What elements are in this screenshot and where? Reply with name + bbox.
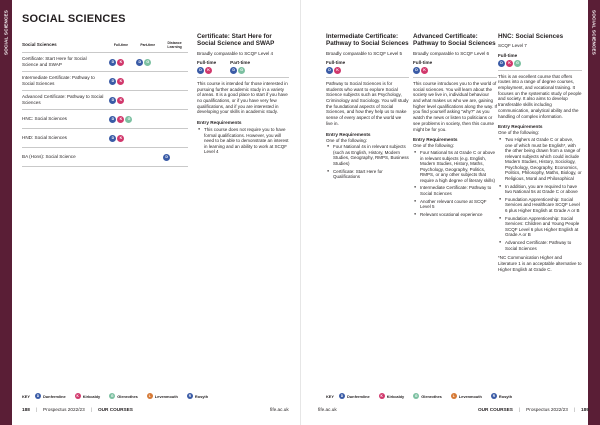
entry-requirements-list xyxy=(498,137,582,251)
list-item: ● Relevant vocational experience xyxy=(413,212,497,218)
footer-right-url xyxy=(318,407,337,412)
course-title: Certificate: Start Here for Social Science and SWAP xyxy=(197,33,275,48)
table-row xyxy=(22,148,188,167)
key-item-label: Kirkcaldy xyxy=(82,393,101,399)
key-item-rosyth xyxy=(187,393,208,399)
campus-dot: K xyxy=(117,78,124,85)
entry-requirements-intro: One of the following: xyxy=(498,130,540,136)
campus-dot: D xyxy=(109,78,116,85)
scqf-level: Broadly comparable to SCQF Level 5 xyxy=(326,50,403,56)
campus-key-left xyxy=(22,393,214,399)
course-name: Intermediate Certificate: Pathway to Social Sciences xyxy=(22,75,95,86)
section-label: OUR COURSES xyxy=(478,407,513,412)
campus-dot: K xyxy=(117,135,124,142)
side-tab-left xyxy=(0,0,12,425)
course-description: Pathway to Social Sciences is for students who want to explore Social Science subjects such as Psychology, Criminology and Sociology. You will study the foundational aspects of Social Sciences, and how they help us to make sense of every aspect of the world we live in. xyxy=(326,80,409,126)
full-time-mode xyxy=(498,53,521,67)
course-title: HNC: Social Sciences xyxy=(498,33,564,40)
study-modes xyxy=(197,60,289,74)
header-subject: Social Sciences xyxy=(22,42,57,47)
website-link[interactable]: fife.ac.uk xyxy=(270,407,289,412)
full-time-mode xyxy=(413,60,432,74)
course-intermediate-certificate xyxy=(326,33,409,182)
page-gutter xyxy=(300,0,301,425)
campus-dot: K xyxy=(380,394,383,398)
list-item: ● Four National 4s in relevant subjects (such as English, History, Modern Studies, Geography, RMPS, Business Studies) xyxy=(326,144,409,166)
key-item-kirkcaldy xyxy=(75,393,101,399)
header-part-time: Part-time xyxy=(140,42,156,47)
campus-dot: R xyxy=(188,394,192,398)
campus-dot: L xyxy=(147,393,153,399)
campus-dot: D xyxy=(109,135,116,142)
campus-dot: K xyxy=(117,97,124,104)
prospectus-label: Prospectus 2022/23 xyxy=(43,407,85,412)
page-number: 188 xyxy=(22,407,30,412)
full-time-mode xyxy=(326,60,345,74)
divider xyxy=(197,77,289,78)
mode-cell-full-time xyxy=(107,116,134,123)
key-item-dunfermline xyxy=(339,393,370,399)
campus-dot: D xyxy=(413,67,420,74)
campus-dot: K xyxy=(117,116,124,123)
key-label: KEY xyxy=(326,393,334,399)
entry-requirements-heading: Entry Requirements xyxy=(326,131,371,137)
key-item-label: Levenmouth xyxy=(458,393,482,399)
campus-dot: K xyxy=(506,60,513,67)
course-description: This course introduces you to the world of social sciences. You will learn about the society we live in, individual behaviour and what makes us who we are, gaining higher level qualifications along the way. If you find yourself asking "why?" as you watch the news or listen to politicians or see problems in society, then this course might be for you. xyxy=(413,80,497,132)
list-item: ● Foundation Apprenticeship: Social Services: Children and Young People SCQF Level 6 plus Higher English at Grade A or B xyxy=(498,216,582,238)
website-link[interactable]: fife.ac.uk xyxy=(318,407,337,412)
list-item: ● Intermediate Certificate: Pathway to Social Sciences xyxy=(413,185,497,196)
campus-dot: G xyxy=(110,394,114,398)
key-item-label: Glenrothes xyxy=(117,393,138,399)
key-item-label: Dunfermline xyxy=(43,393,66,399)
prospectus-label: Prospectus 2022/23 xyxy=(526,407,568,412)
key-item-label: Dunfermline xyxy=(347,393,370,399)
key-item-label: Levenmouth xyxy=(154,393,178,399)
footer-right: OUR COURSES | Prospectus 2022/23 | 189 xyxy=(478,407,589,412)
key-item-rosyth xyxy=(491,393,512,399)
divider xyxy=(413,77,497,78)
course-title: Intermediate Certificate: Pathway to Social Sciences xyxy=(326,33,409,48)
full-time-label: Full-time xyxy=(197,60,217,66)
entry-requirements-list xyxy=(413,150,497,218)
mode-cell-full-time xyxy=(107,59,134,66)
course-name: Advanced Certificate: Pathway to Social Sciences xyxy=(22,94,104,105)
entry-requirements-intro: One of the following: xyxy=(326,137,368,143)
key-item-label: Rosyth xyxy=(498,393,513,399)
study-modes xyxy=(498,53,582,67)
campus-dot: G xyxy=(144,59,151,66)
mode-cell-part-time xyxy=(134,59,161,66)
header-distance-learning: Distance Learning xyxy=(167,40,182,49)
campus-key-right xyxy=(326,393,518,399)
campus-dot: D xyxy=(230,67,237,74)
table-row xyxy=(22,53,188,72)
full-time-campuses xyxy=(498,60,521,67)
course-description: This course is intended for those interested in pursuing further academic study in a variety of areas. It is a good place to start if you have no qualifications, or if you have very few qualifications, and if you are interested in developing your skills in academic study. xyxy=(197,80,288,115)
list-item: ● Advanced Certificate: Pathway to Social Sciences xyxy=(498,240,582,251)
part-time-campuses xyxy=(230,67,250,74)
key-item-label: Kirkcaldy xyxy=(386,393,405,399)
campus-dot: D xyxy=(498,60,505,67)
full-time-label: Full-time xyxy=(326,60,346,66)
list-item: ● In addition, you are required to have two National 5s at Grade C or above xyxy=(498,184,582,195)
campus-dot: D xyxy=(197,67,204,74)
campus-dot: D xyxy=(326,67,333,74)
page-title: SOCIAL SCIENCES xyxy=(22,13,126,25)
course-name: HND: Social Sciences xyxy=(22,135,67,140)
mode-cell-full-time xyxy=(107,97,134,104)
course-table-body xyxy=(22,53,188,167)
list-item: ● Two Highers at Grade C or above, one of which must be English*, with the other being drawn from a range of relevant subjects which could include Modern Studies, History, Sociology, Psychology, Geography, Economics, Politics, Philosophy, Maths, Biology, or Religious, Moral and Philosophical xyxy=(498,137,582,182)
campus-dot: K xyxy=(117,59,124,66)
list-item: ● Another relevant course at SCQF Level 5 xyxy=(413,199,497,210)
entry-requirements-list xyxy=(197,127,289,155)
list-item: ● Foundation Apprenticeship: Social Services and Healthcare SCQF Level 6 plus Higher English at Grade A or B xyxy=(498,197,582,214)
part-time-label: Part-time xyxy=(230,60,251,66)
page-number: 189 xyxy=(581,407,589,412)
full-time-label: Full-time xyxy=(498,53,518,58)
mode-cell-full-time xyxy=(107,78,134,85)
campus-dot: G xyxy=(238,67,245,74)
scqf-level: Broadly comparable to SCQF Level 6 xyxy=(413,50,490,56)
footer-left-url xyxy=(270,407,289,412)
scqf-level: Broadly comparable to SCQF Level 4 xyxy=(197,50,274,56)
campus-dot: L xyxy=(451,393,457,399)
campus-dot: D xyxy=(340,394,344,398)
key-item-kirkcaldy xyxy=(379,393,405,399)
side-tab-right xyxy=(588,0,600,425)
full-time-campuses xyxy=(326,67,345,74)
study-modes xyxy=(413,60,497,74)
side-tab-label: SOCIAL SCIENCES xyxy=(591,9,597,56)
course-certificate-start-here xyxy=(197,33,289,157)
course-name: BA (Hons): Social Science xyxy=(22,154,76,159)
full-time-label: Full-time xyxy=(413,60,433,66)
key-item-label: Glenrothes xyxy=(421,393,442,399)
key-item-levenmouth xyxy=(147,393,178,399)
divider xyxy=(498,70,582,71)
entry-requirements-heading: Entry Requirements xyxy=(498,124,543,130)
list-item: ● Certificate: Start Here for Qualifications xyxy=(326,169,409,180)
key-item-glenrothes xyxy=(413,393,442,399)
table-row xyxy=(22,129,188,148)
course-table-header xyxy=(22,37,188,53)
table-row xyxy=(22,91,188,110)
section-label: OUR COURSES xyxy=(97,407,133,412)
full-time-campuses xyxy=(197,67,216,74)
part-time-mode xyxy=(230,60,250,74)
entry-requirements-heading: Entry Requirements xyxy=(197,120,242,126)
key-item-levenmouth xyxy=(451,393,482,399)
campus-dot: G xyxy=(125,116,132,123)
footnote: *NC Communication Higher and Literature 1 is an acceptable alternative to Higher English at Grade C. xyxy=(498,255,582,272)
campus-dot: G xyxy=(414,394,418,398)
footer-left: 188 | Prospectus 2022/23 | OUR COURSES xyxy=(22,407,133,412)
header-full-time: Full-time xyxy=(113,42,128,47)
campus-dot: D xyxy=(136,59,143,66)
list-item: ● This course does not require you to have formal qualifications. However, you will need to be able to demonstrate an interest in learning and an ability to work at SCQF Level 4 xyxy=(197,127,289,155)
course-hnc-social-sciences xyxy=(498,33,582,272)
campus-dot: R xyxy=(492,394,496,398)
campus-dot: D xyxy=(36,394,40,398)
course-title: Advanced Certificate: Pathway to Social Sciences xyxy=(413,33,496,48)
side-tab-label: SOCIAL SCIENCES xyxy=(3,9,9,56)
campus-dot: D xyxy=(109,59,116,66)
study-modes xyxy=(326,60,409,74)
key-item-dunfermline xyxy=(35,393,66,399)
course-name: HNC: Social Sciences xyxy=(22,116,67,121)
campus-dot: K xyxy=(205,67,212,74)
course-name: Certificate: Start Here for Social Science and SWAP xyxy=(22,56,87,67)
entry-requirements-list xyxy=(326,144,409,180)
mode-cell-distance xyxy=(161,154,188,161)
key-item-glenrothes xyxy=(109,393,138,399)
full-time-campuses xyxy=(413,67,432,74)
course-table xyxy=(22,37,188,167)
list-item: ● Four National 5s at Grade C or above in relevant subjects (e.g. English, Modern Studies, History, Maths, Psychology, Geography, Politics, RMPS, or any other subjects that require a high degree of literary skills) xyxy=(413,150,497,184)
key-item-label: Rosyth xyxy=(194,393,209,399)
course-description: This is an excellent course that offers routes into a range of degree courses, employment, and vocational training. It focuses on the systematic study of people and society. It also aims to develop transferable skills including communication, analytical ability and the handling of complex information. xyxy=(498,73,582,119)
scqf-level: SCQF Level 7 xyxy=(498,43,527,49)
table-row xyxy=(22,72,188,91)
entry-requirements-intro: One of the following: xyxy=(413,143,455,149)
campus-dot: D xyxy=(109,116,116,123)
mode-cell-full-time xyxy=(107,135,134,142)
campus-dot: K xyxy=(76,394,79,398)
table-row xyxy=(22,110,188,129)
campus-dot: G xyxy=(514,60,521,67)
course-advanced-certificate xyxy=(413,33,497,219)
campus-dot: D xyxy=(109,97,116,104)
divider xyxy=(326,77,409,78)
campus-dot: K xyxy=(334,67,341,74)
entry-requirements-heading: Entry Requirements xyxy=(413,137,458,143)
campus-dot: D xyxy=(163,154,170,161)
full-time-mode xyxy=(197,60,216,74)
campus-dot: K xyxy=(421,67,428,74)
key-label: KEY xyxy=(22,393,30,399)
